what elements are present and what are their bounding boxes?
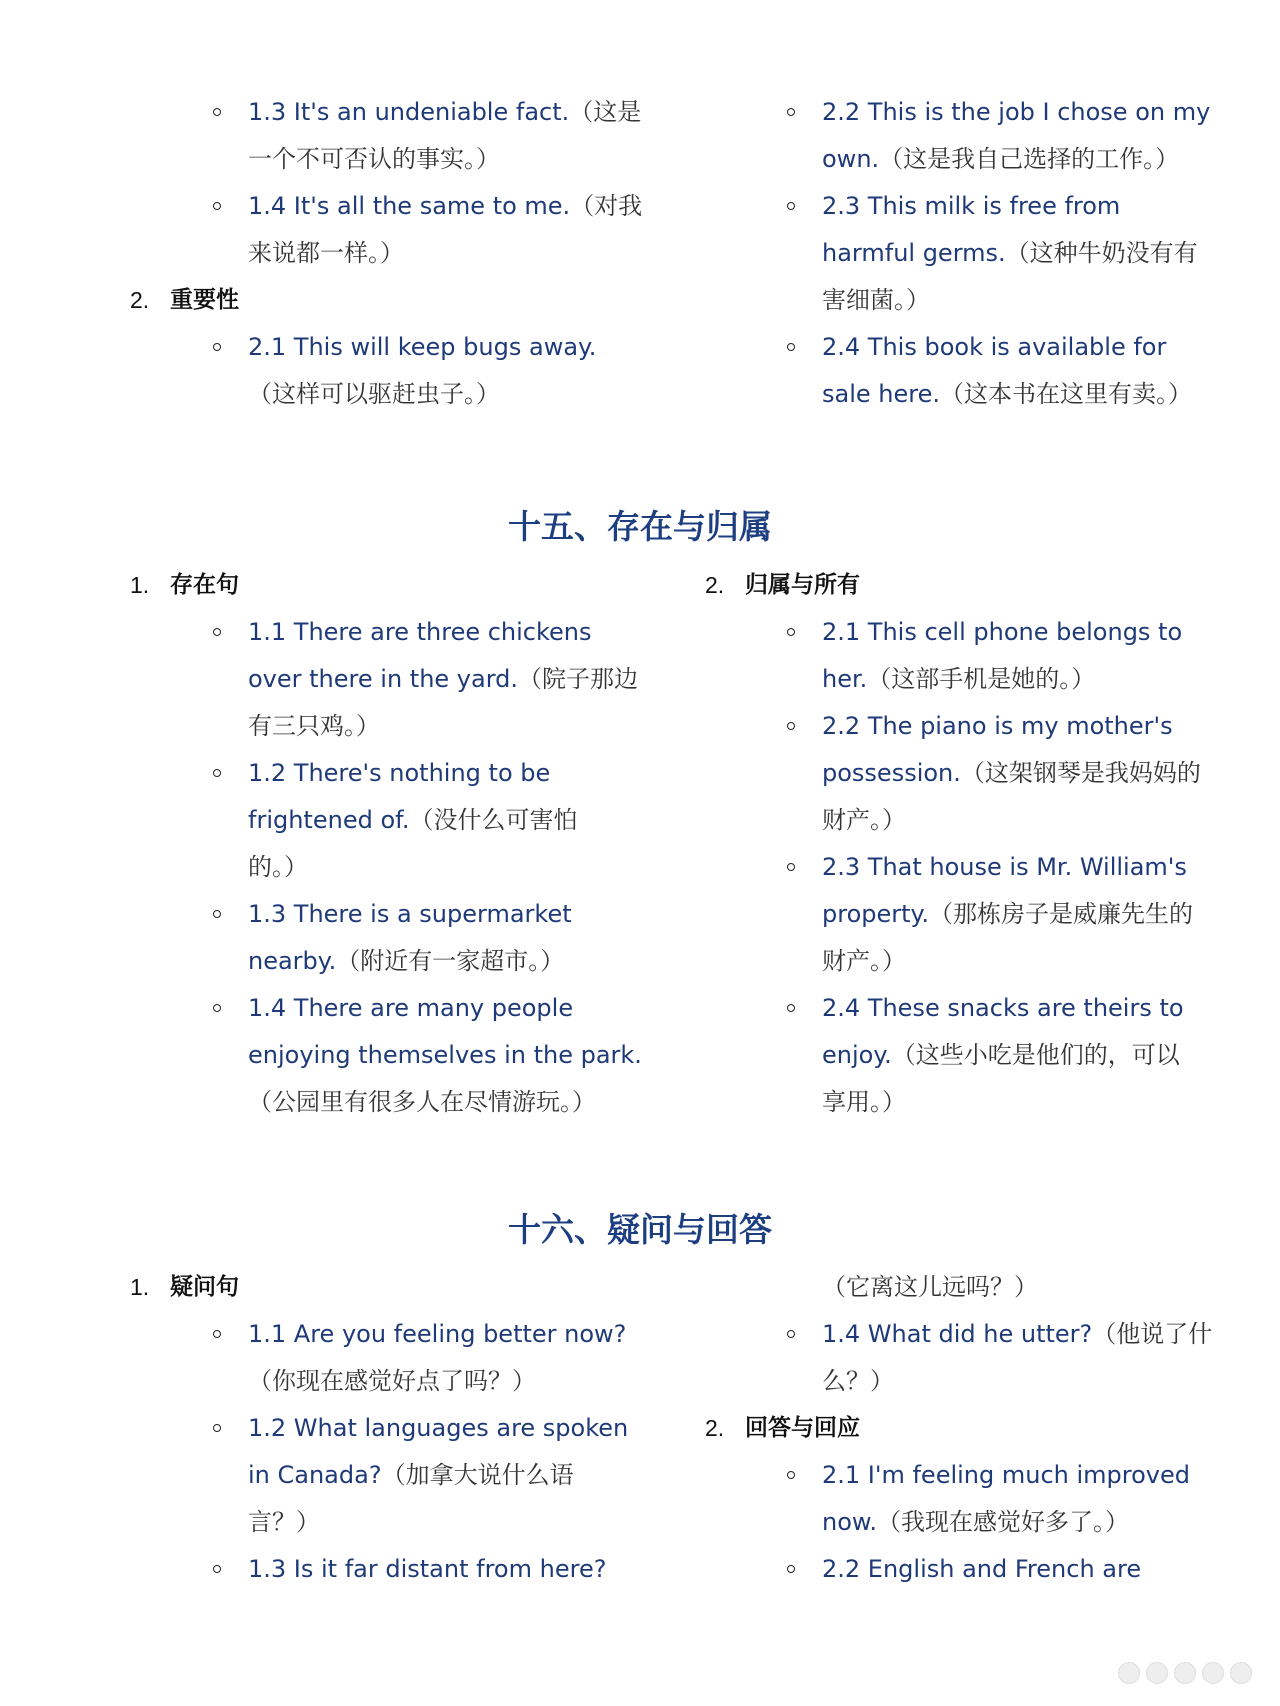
chinese-translation: 财产。） bbox=[822, 947, 906, 975]
english-sentence: property. bbox=[822, 900, 929, 928]
list-item-line bbox=[248, 993, 573, 1023]
english-sentence: 1.3 Is it far distant from here? bbox=[248, 1555, 607, 1583]
english-sentence: harmful germs. bbox=[822, 239, 1006, 267]
english-sentence: frightened of. bbox=[248, 806, 410, 834]
english-sentence: 1.2 There's nothing to be bbox=[248, 759, 551, 787]
chinese-translation: （这种牛奶没有有 bbox=[1005, 239, 1198, 267]
list-item-line bbox=[248, 711, 380, 741]
list-item-line bbox=[822, 946, 906, 976]
english-sentence: 1.1 Are you feeling better now? bbox=[248, 1320, 627, 1348]
section-number: 1. bbox=[130, 572, 150, 598]
bullet-icon bbox=[787, 722, 795, 730]
english-sentence: 2.2 This is the job I chose on my bbox=[822, 98, 1211, 126]
english-sentence: in Canada? bbox=[248, 1461, 382, 1489]
list-item-line bbox=[248, 191, 642, 221]
bullet-icon bbox=[787, 628, 795, 636]
list-item-line bbox=[248, 617, 592, 647]
chinese-translation: 一个不可否认的事实。） bbox=[248, 145, 500, 173]
list-item-line bbox=[822, 1507, 1129, 1537]
list-item-line bbox=[822, 805, 906, 835]
english-sentence: over there in the yard. bbox=[248, 665, 519, 693]
bullet-icon bbox=[213, 343, 221, 351]
list-item-line bbox=[822, 1319, 1212, 1349]
english-sentence: 1.4 It's all the same to me. bbox=[248, 192, 571, 220]
page-indicator-dot[interactable] bbox=[1174, 1662, 1196, 1684]
chinese-translation: 么？） bbox=[822, 1367, 894, 1395]
list-item-line bbox=[248, 805, 577, 835]
english-sentence: 1.1 There are three chickens bbox=[248, 618, 592, 646]
section-number: 2. bbox=[130, 287, 150, 313]
english-sentence: 1.4 There are many people bbox=[248, 994, 574, 1022]
bullet-icon bbox=[787, 863, 795, 871]
bullet-icon bbox=[787, 1565, 795, 1573]
list-item-line bbox=[248, 1087, 596, 1117]
english-sentence: 2.4 This book is available for bbox=[822, 333, 1167, 361]
list-item-line bbox=[248, 899, 572, 929]
list-item-line bbox=[822, 899, 1193, 929]
section-label: 疑问句 bbox=[170, 1274, 239, 1300]
chinese-translation: （院子那边 bbox=[518, 665, 639, 693]
english-sentence: 2.2 The piano is my mother's bbox=[822, 712, 1173, 740]
bullet-icon bbox=[213, 202, 221, 210]
section-label: 归属与所有 bbox=[745, 572, 860, 598]
english-sentence: 1.4 What did he utter? bbox=[822, 1320, 1093, 1348]
section-number: 2. bbox=[705, 572, 725, 598]
list-item-line bbox=[248, 1366, 536, 1396]
list-item-line bbox=[822, 1554, 1141, 1584]
section-title: 十六、疑问与回答 bbox=[508, 1210, 772, 1249]
list-item-line bbox=[248, 379, 500, 409]
list-item-line bbox=[248, 852, 308, 882]
english-sentence: own. bbox=[822, 145, 880, 173]
list-item-line bbox=[822, 758, 1201, 788]
section-label: 重要性 bbox=[170, 287, 239, 313]
bullet-icon bbox=[213, 1330, 221, 1338]
section-title: 十五、存在与归属 bbox=[508, 507, 772, 546]
bullet-icon bbox=[787, 343, 795, 351]
section-label: 回答与回应 bbox=[745, 1415, 860, 1441]
chinese-translation: 享用。） bbox=[822, 1088, 906, 1116]
english-sentence: 1.2 What languages are spoken bbox=[248, 1414, 629, 1442]
list-item-line bbox=[248, 1319, 626, 1349]
chinese-translation: （加拿大说什么语 bbox=[381, 1461, 574, 1489]
list-item-line bbox=[822, 993, 1184, 1023]
list-item-line bbox=[822, 144, 1179, 174]
bullet-icon bbox=[213, 1424, 221, 1432]
list-item-line bbox=[248, 758, 550, 788]
section-number: 2. bbox=[705, 1415, 725, 1441]
chinese-translation: 害细菌。） bbox=[822, 286, 930, 314]
english-sentence: now. bbox=[822, 1508, 877, 1536]
bullet-icon bbox=[213, 628, 221, 636]
chinese-translation: 的。） bbox=[248, 853, 308, 881]
list-item-line bbox=[248, 1460, 574, 1490]
list-item-line bbox=[248, 238, 404, 268]
english-sentence: 2.3 This milk is free from bbox=[822, 192, 1121, 220]
section-label: 存在句 bbox=[170, 572, 239, 598]
bullet-icon bbox=[787, 1330, 795, 1338]
list-item-line bbox=[248, 144, 500, 174]
list-item-line bbox=[822, 238, 1198, 268]
english-sentence: 2.2 English and French are bbox=[822, 1555, 1142, 1583]
english-sentence: 2.3 That house is Mr. William's bbox=[822, 853, 1187, 881]
english-sentence: nearby. bbox=[248, 947, 337, 975]
bullet-icon bbox=[787, 108, 795, 116]
list-item-line bbox=[822, 1460, 1190, 1490]
bullet-icon bbox=[213, 1565, 221, 1573]
page-indicator-dot[interactable] bbox=[1230, 1662, 1252, 1684]
chinese-translation: （对我 bbox=[570, 192, 643, 220]
english-sentence: her. bbox=[822, 665, 868, 693]
chinese-translation: （公园里有很多人在尽情游玩。） bbox=[248, 1088, 596, 1116]
english-sentence: sale here. bbox=[822, 380, 940, 408]
page-indicator-dot[interactable] bbox=[1146, 1662, 1168, 1684]
chinese-translation: （你现在感觉好点了吗？） bbox=[248, 1367, 536, 1395]
chinese-translation: （这架钢琴是我妈妈的 bbox=[960, 759, 1201, 787]
bullet-icon bbox=[213, 769, 221, 777]
list-item-line bbox=[822, 852, 1187, 882]
english-sentence: 2.1 This cell phone belongs to bbox=[822, 618, 1183, 646]
list-item-line bbox=[248, 97, 641, 127]
english-sentence: enjoy. bbox=[822, 1041, 892, 1069]
page-indicator-dot[interactable] bbox=[1118, 1662, 1140, 1684]
chinese-translation: （这是 bbox=[569, 98, 642, 126]
chinese-translation: （这部手机是她的。） bbox=[867, 665, 1096, 693]
list-item-line bbox=[822, 1040, 1180, 1070]
list-item-line bbox=[822, 617, 1182, 647]
english-sentence: enjoying themselves in the park. bbox=[248, 1041, 642, 1069]
chinese-translation: （它离这儿远吗？） bbox=[822, 1273, 1038, 1301]
bullet-icon bbox=[213, 108, 221, 116]
english-sentence: 2.4 These snacks are theirs to bbox=[822, 994, 1184, 1022]
english-sentence: 2.1 This will keep bugs away. bbox=[248, 333, 597, 361]
chinese-translation: （这是我自己选择的工作。） bbox=[879, 145, 1180, 173]
page-indicator-dot[interactable] bbox=[1202, 1662, 1224, 1684]
list-item-line bbox=[822, 97, 1210, 127]
list-item-line bbox=[822, 379, 1192, 409]
list-item-line bbox=[248, 1554, 606, 1584]
chinese-translation: （这本书在这里有卖。） bbox=[939, 380, 1192, 408]
chinese-translation: 有三只鸡。） bbox=[248, 712, 380, 740]
bullet-icon bbox=[787, 1004, 795, 1012]
list-item-line bbox=[822, 285, 930, 315]
list-item-line bbox=[248, 1040, 642, 1070]
chinese-translation: 财产。） bbox=[822, 806, 906, 834]
english-sentence: possession. bbox=[822, 759, 961, 787]
list-item-line bbox=[822, 711, 1173, 741]
section-number: 1. bbox=[130, 1274, 150, 1300]
bullet-icon bbox=[787, 202, 795, 210]
bullet-icon bbox=[213, 910, 221, 918]
bullet-icon bbox=[213, 1004, 221, 1012]
list-item-line bbox=[248, 946, 564, 976]
english-sentence: 1.3 There is a supermarket bbox=[248, 900, 572, 928]
english-sentence: 1.3 It's an undeniable fact. bbox=[248, 98, 570, 126]
list-item-line bbox=[248, 1507, 320, 1537]
list-item-line bbox=[822, 1087, 906, 1117]
chinese-translation: 言？） bbox=[248, 1508, 320, 1536]
chinese-translation: （他说了什 bbox=[1092, 1320, 1213, 1348]
list-item-line bbox=[248, 332, 596, 362]
chinese-translation: （那栋房子是威廉先生的 bbox=[928, 900, 1193, 928]
chinese-translation: （我现在感觉好多了。） bbox=[876, 1508, 1129, 1536]
chinese-translation: （这样可以驱赶虫子。） bbox=[248, 380, 500, 408]
list-item-line bbox=[248, 1413, 628, 1443]
chinese-translation: （这些小吃是他们的，可以 bbox=[891, 1041, 1180, 1069]
list-item-line bbox=[822, 1366, 894, 1396]
list-item-line bbox=[822, 191, 1120, 221]
english-sentence: 2.1 I'm feeling much improved bbox=[822, 1461, 1191, 1489]
chinese-translation: （没什么可害怕 bbox=[409, 806, 578, 834]
chinese-translation: 来说都一样。） bbox=[248, 239, 404, 267]
list-item-line bbox=[248, 664, 638, 694]
bullet-icon bbox=[787, 1471, 795, 1479]
list-item-line bbox=[822, 664, 1095, 694]
chinese-translation: （附近有一家超市。） bbox=[336, 947, 565, 975]
list-item-line bbox=[822, 332, 1166, 362]
